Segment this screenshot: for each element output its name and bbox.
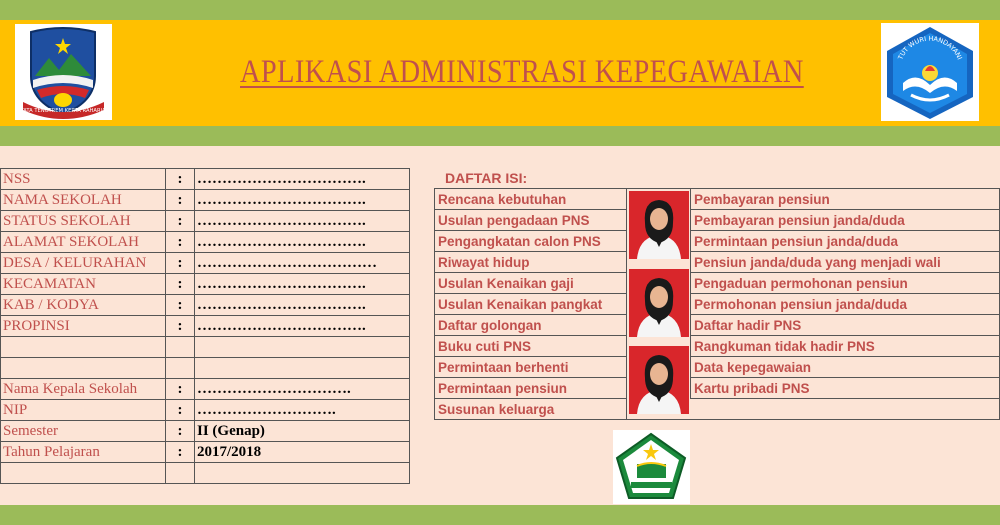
identity-value[interactable] xyxy=(195,337,410,358)
identity-label: NAMA SEKOLAH xyxy=(1,190,166,211)
tut-wuri-handayani-logo xyxy=(881,23,979,121)
identity-label: STATUS SEKOLAH xyxy=(1,211,166,232)
identity-row xyxy=(1,400,410,421)
menu-item-left[interactable]: Permintaan pensiun xyxy=(435,378,627,399)
identity-colon: : xyxy=(166,274,195,295)
identity-colon: : xyxy=(166,169,195,190)
menu-right-column xyxy=(690,189,1000,399)
identity-colon: : xyxy=(166,295,195,316)
identity-colon: : xyxy=(166,253,195,274)
identity-value[interactable] xyxy=(195,358,410,379)
identity-colon: : xyxy=(166,316,195,337)
regional-emblem-logo xyxy=(15,24,112,120)
identity-label: NSS xyxy=(1,169,166,190)
menu-item-left[interactable]: Daftar golongan xyxy=(435,315,627,336)
identity-label: DESA / KELURAHAN xyxy=(1,253,166,274)
app-title: APLIKASI ADMINISTRASI KEPEGAWAIAN xyxy=(240,54,804,90)
identity-label xyxy=(1,463,166,484)
identity-value[interactable]: ……………………………. xyxy=(195,211,410,232)
identity-colon: : xyxy=(166,442,195,463)
menu-item-right[interactable]: Pengaduan permohonan pensiun xyxy=(690,273,1000,294)
bottom-green-bar xyxy=(0,505,1000,525)
middle-green-bar xyxy=(0,126,1000,146)
menu-item-right[interactable]: Pensiun janda/duda yang menjadi wali xyxy=(690,252,1000,273)
identity-value[interactable] xyxy=(195,463,410,484)
employee-photo xyxy=(629,191,689,259)
identity-row xyxy=(1,337,410,358)
identity-label xyxy=(1,358,166,379)
identity-row xyxy=(1,253,410,274)
menu-item-right[interactable]: Daftar hadir PNS xyxy=(690,315,1000,336)
header-banner xyxy=(0,20,1000,126)
identity-row xyxy=(1,190,410,211)
menu-item-left[interactable]: Buku cuti PNS xyxy=(435,336,627,357)
identity-colon xyxy=(166,337,195,358)
identity-colon: : xyxy=(166,190,195,211)
identity-label: Nama Kepala Sekolah xyxy=(1,379,166,400)
identity-label: KECAMATAN xyxy=(1,274,166,295)
menu-item-left[interactable]: Usulan Kenaikan pangkat xyxy=(435,294,627,315)
identity-value[interactable]: ……………………………. xyxy=(195,169,410,190)
identity-row xyxy=(1,379,410,400)
kemenag-logo xyxy=(613,430,690,504)
identity-row xyxy=(1,463,410,484)
identity-colon xyxy=(166,358,195,379)
identity-colon: : xyxy=(166,400,195,421)
identity-label: Tahun Pelajaran xyxy=(1,442,166,463)
identity-value[interactable]: ……………………………. xyxy=(195,295,410,316)
menu-item-left[interactable]: Riwayat hidup xyxy=(435,252,627,273)
menu-grid xyxy=(434,188,1000,420)
identity-value[interactable]: ………………………. xyxy=(195,400,410,421)
menu-item-right[interactable]: Permohonan pensiun janda/duda xyxy=(690,294,1000,315)
identity-value[interactable]: ……………………………… xyxy=(195,253,410,274)
identity-colon: : xyxy=(166,211,195,232)
identity-label: KAB / KODYA xyxy=(1,295,166,316)
right-logo-motto: TUT WURI HANDAYANI xyxy=(896,34,964,62)
identity-value[interactable]: II (Genap) xyxy=(195,421,410,442)
identity-row xyxy=(1,295,410,316)
identity-row xyxy=(1,169,410,190)
identity-value[interactable]: …………………………. xyxy=(195,379,410,400)
identity-row xyxy=(1,316,410,337)
employee-photo xyxy=(629,269,689,337)
identity-value[interactable]: ……………………………. xyxy=(195,232,410,253)
top-green-bar xyxy=(0,0,1000,20)
identity-label: ALAMAT SEKOLAH xyxy=(1,232,166,253)
identity-value[interactable]: ……………………………. xyxy=(195,190,410,211)
menu-left-column xyxy=(435,189,627,420)
identity-value[interactable]: ……………………………. xyxy=(195,316,410,337)
identity-colon: : xyxy=(166,379,195,400)
identity-value[interactable]: 2017/2018 xyxy=(195,442,410,463)
identity-colon xyxy=(166,463,195,484)
menu-item-right[interactable]: Rangkuman tidak hadir PNS xyxy=(690,336,1000,357)
menu-item-left[interactable]: Susunan keluarga xyxy=(435,399,627,420)
menu-item-left[interactable]: Permintaan berhenti xyxy=(435,357,627,378)
menu-item-right[interactable]: Pembayaran pensiun janda/duda xyxy=(690,210,1000,231)
daftar-isi-title: DAFTAR ISI: xyxy=(445,170,528,186)
identity-row xyxy=(1,274,410,295)
identity-label: NIP xyxy=(1,400,166,421)
identity-value[interactable]: ……………………………. xyxy=(195,274,410,295)
menu-item-left[interactable]: Rencana kebutuhan xyxy=(435,189,627,210)
identity-row xyxy=(1,232,410,253)
identity-row xyxy=(1,358,410,379)
identity-label: PROPINSI xyxy=(1,316,166,337)
school-identity-table xyxy=(0,168,410,484)
employee-photo xyxy=(629,346,689,414)
menu-item-right[interactable]: Data kepegawaian xyxy=(690,357,1000,378)
menu-item-left[interactable]: Pengangkatan calon PNS xyxy=(435,231,627,252)
menu-item-right[interactable]: Kartu pribadi PNS xyxy=(690,378,1000,399)
identity-row xyxy=(1,442,410,463)
menu-item-right[interactable]: Permintaan pensiun janda/duda xyxy=(690,231,1000,252)
left-logo-motto: TATA TENGTREM KERTA RAHARJA xyxy=(20,108,106,114)
identity-label xyxy=(1,337,166,358)
identity-row xyxy=(1,421,410,442)
identity-row xyxy=(1,211,410,232)
menu-item-left[interactable]: Usulan Kenaikan gaji xyxy=(435,273,627,294)
menu-item-left[interactable]: Usulan pengadaan PNS xyxy=(435,210,627,231)
menu-item-right[interactable]: Pembayaran pensiun xyxy=(690,189,1000,210)
identity-colon: : xyxy=(166,232,195,253)
identity-label: Semester xyxy=(1,421,166,442)
identity-colon: : xyxy=(166,421,195,442)
